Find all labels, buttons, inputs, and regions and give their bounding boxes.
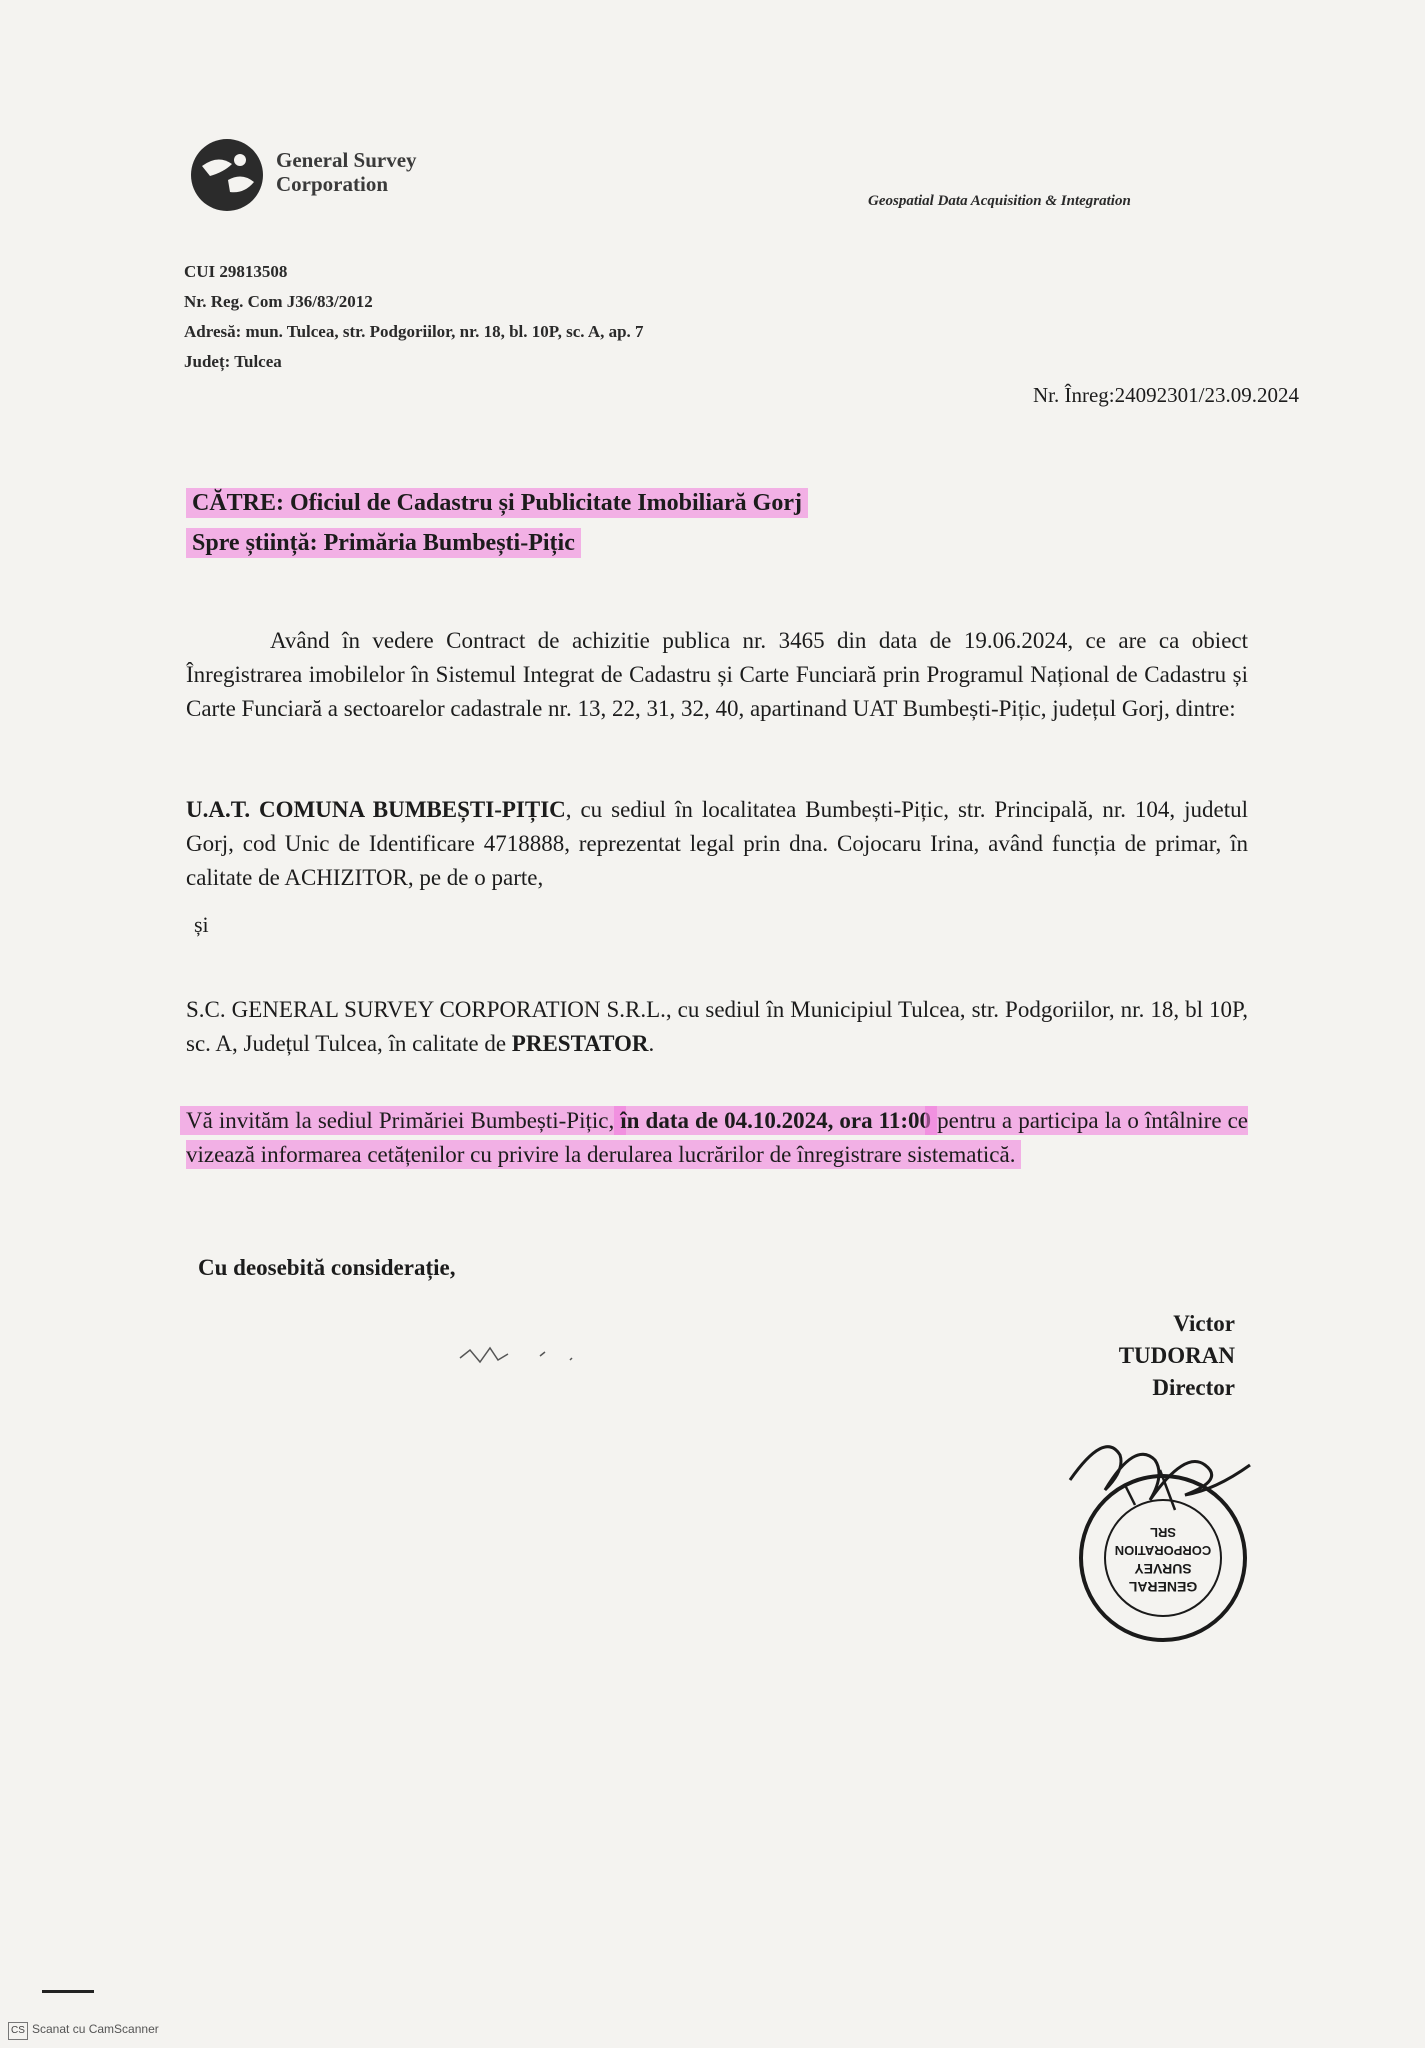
logo-line-2: Corporation	[276, 172, 388, 196]
recipient-block	[186, 483, 808, 563]
signer-last-name: TUDORAN	[1118, 1343, 1235, 1368]
invitation-lead: Vă invităm la sediul Primăriei Bumbești-Pițic,	[186, 1108, 621, 1133]
achizitor-name: U.A.T. COMUNA BUMBEȘTI-PIȚIC	[186, 797, 566, 822]
signer-first-name: Victor	[1173, 1311, 1235, 1336]
paragraph-contract: Având în vedere Contract de achizitie publica nr. 3465 din data de 19.06.2024, ce are ca obiect Înregistrarea imobilelor în Sistemul Integrat de Cadastru și Carte Funciară prin Programul Național de Cadastru și Carte Funciară a sectoarelor cadastrale nr. 13, 22, 31, 32, 40, apartinand UAT Bumbești-Pițic, județul Gorj, dintre:	[186, 628, 1248, 721]
company-address: Adresă: mun. Tulcea, str. Podgoriilor, nr. 18, bl. 10P, sc. A, ap. 7	[184, 322, 644, 341]
signer-block	[1119, 1308, 1235, 1404]
signer-title: Director	[1152, 1375, 1235, 1400]
camscanner-logo-icon: CS	[8, 2022, 28, 2040]
prestator-end: .	[648, 1031, 655, 1056]
company-logo-name	[276, 148, 417, 196]
company-tagline: Geospatial Data Acquisition & Integration	[868, 193, 1131, 209]
paragraph-invitation	[186, 1104, 1248, 1172]
company-reg-com: Nr. Reg. Com J36/83/2012	[184, 292, 373, 311]
scan-edge-mark	[42, 1990, 94, 1993]
company-info-block	[184, 257, 644, 377]
svg-text:CORPORATION: CORPORATION	[1114, 1543, 1212, 1558]
svg-text:SRL: SRL	[1150, 1525, 1176, 1540]
svg-text:SURVEY: SURVEY	[1134, 1561, 1192, 1577]
prestator-role: PRESTATOR	[511, 1031, 649, 1056]
recipient-cc: Spre știință: Primăria Bumbești-Pițic	[186, 528, 581, 558]
recipient-to: CĂTRE: Oficiul de Cadastru și Publicitate Imobiliară Gorj	[186, 488, 808, 518]
company-logo-icon	[188, 136, 266, 214]
company-cui: CUI 29813508	[184, 262, 288, 281]
company-county: Județ: Tulcea	[184, 352, 282, 371]
camscanner-watermark: Scanat cu CamScanner	[32, 2022, 159, 2036]
prestator-details: S.C. GENERAL SURVEY CORPORATION S.R.L., cu sediul în Municipiul Tulcea, str. Podgoriilor, nr. 18, bl 10P, sc. A, Județul Tulcea, în calitate de	[186, 997, 1248, 1056]
scan-noise-mark	[450, 1338, 650, 1378]
paragraph-prestator	[186, 993, 1248, 1061]
company-stamp-signature	[1065, 1410, 1260, 1650]
svg-text:GENERAL: GENERAL	[1128, 1579, 1198, 1595]
invitation-purpose: pentru a participa la o întâlnire ce vizează informarea cetățenilor cu privire la derularea lucrărilor de înregistrare sistematică.	[186, 1108, 1249, 1167]
invitation-datetime: în data de 04.10.2024, ora 11:00	[620, 1108, 932, 1133]
paragraph-achizitor	[186, 793, 1248, 895]
closing-salutation: Cu deosebită considerație,	[198, 1255, 456, 1280]
conjunction-si: și	[194, 912, 209, 937]
achizitor-details: , cu sediul în localitatea Bumbești-Pițic, str. Principală, nr. 104, judetul Gorj, cod Unic de Identificare 4718888, reprezentat legal prin dna. Cojocaru Irina, având funcția de primar, în calitate de ACHIZITOR, pe de o parte,	[186, 797, 1249, 890]
registration-number: Nr. Înreg:24092301/23.09.2024	[1033, 383, 1299, 407]
logo-line-1: General Survey	[276, 148, 417, 172]
